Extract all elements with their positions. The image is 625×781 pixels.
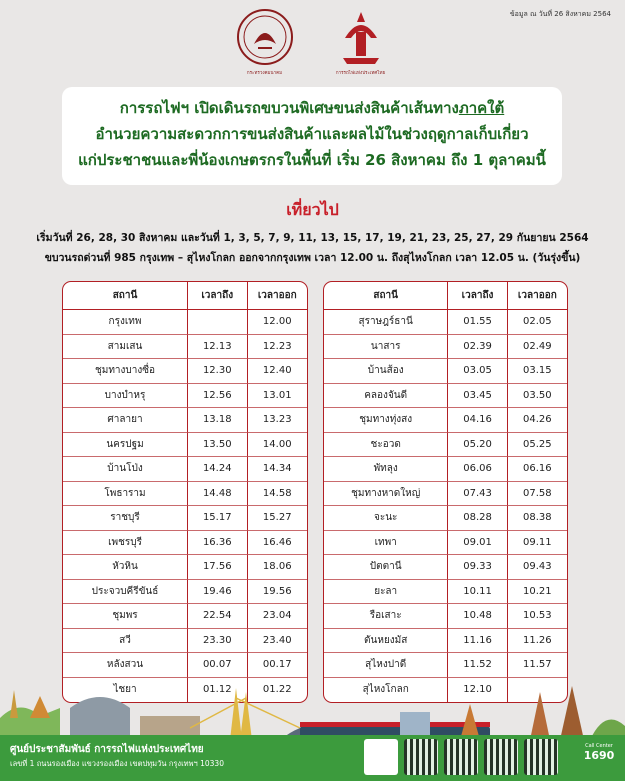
table-row: [63, 384, 307, 409]
arrive-time: 17.56: [188, 555, 247, 580]
table-row: [63, 457, 307, 482]
station-name: ประจวบคีรีขันธ์: [63, 580, 188, 605]
train-info: ขบวนรถด่วนที่ 985 กรุงเทพ – สุไหงโกลก ออกจากกรุงเทพ เวลา 12.00 น. ถึงสุไหงโกลก เวลา 12.05 น. (วันรุ่งขึ้น): [44, 252, 581, 264]
depart-time: 00.17: [248, 653, 308, 678]
app-icon[interactable]: [364, 739, 398, 775]
qr-code-icon[interactable]: [524, 739, 558, 775]
call-center-label: Call Center: [585, 743, 613, 749]
arrive-time: 11.16: [448, 629, 507, 654]
arrive-time: [188, 310, 247, 335]
station-name: สุราษฎร์ธานี: [324, 310, 448, 335]
table-row: [324, 482, 567, 507]
arrive-time: 19.46: [188, 580, 247, 605]
depart-time: 08.38: [508, 506, 567, 531]
table-row: [63, 555, 307, 580]
timetable-right: [323, 281, 568, 703]
arrive-time: 04.16: [448, 408, 507, 433]
table-header-row: [63, 282, 307, 310]
depart-time: 05.25: [508, 433, 567, 458]
table-row: [63, 433, 307, 458]
depart-time: 11.57: [508, 653, 567, 678]
arrive-time: 09.01: [448, 531, 507, 556]
bangkok-skyline-illustration: [0, 668, 625, 740]
table-header-row: [324, 282, 567, 310]
date-stamp: ข้อมูล ณ วันที่ 26 สิงหาคม 2564: [509, 10, 611, 18]
service-dates: เริ่มวันที่ 26, 28, 30 สิงหาคม และวันที่ 1, 3, 5, 7, 9, 11, 13, 15, 17, 19, 21, 23, 25, 27, 29 กันยายน 2564: [36, 232, 589, 244]
logo-bar: [0, 8, 625, 76]
headline-box: [62, 87, 562, 185]
depart-time: 04.26: [508, 408, 567, 433]
table-row: [324, 629, 567, 654]
arrive-time: 16.36: [188, 531, 247, 556]
arrive-time: 12.30: [188, 359, 247, 384]
depart-time: 03.50: [508, 384, 567, 409]
depart-time: 02.05: [508, 310, 567, 335]
depart-time: 12.00: [248, 310, 308, 335]
qr-code-icon[interactable]: [404, 739, 438, 775]
arrive-time: 12.13: [188, 335, 247, 360]
depart-time: 10.53: [508, 604, 567, 629]
station-name: จะนะ: [324, 506, 448, 531]
table-row: [63, 335, 307, 360]
depart-time: 07.58: [508, 482, 567, 507]
header-station: สถานี: [324, 282, 448, 310]
arrive-time: 14.24: [188, 457, 247, 482]
table-row: [324, 335, 567, 360]
srt-caption: การรถไฟแห่งประเทศไทย: [335, 71, 386, 76]
header-arrive: เวลาถึง: [448, 282, 507, 310]
arrive-time: 12.10: [448, 678, 507, 703]
depart-time: 13.23: [248, 408, 308, 433]
table-row: [63, 310, 307, 335]
station-name: ชุมทางทุ่งสง: [324, 408, 448, 433]
arrive-time: 01.55: [448, 310, 507, 335]
arrive-time: 07.43: [448, 482, 507, 507]
arrive-time: 13.18: [188, 408, 247, 433]
table-row: [324, 408, 567, 433]
station-name: บ้านโป่ง: [63, 457, 188, 482]
station-name: นาสาร: [324, 335, 448, 360]
srt-logo: [326, 8, 396, 76]
station-name: ชุมทางบางซื่อ: [63, 359, 188, 384]
table-row: [324, 580, 567, 605]
footer-bar: [0, 735, 625, 781]
headline-line-1: การรถไฟฯ เปิดเดินรถขบวนพิเศษขนส่งสินค้าเส้นทางภาคใต้: [119, 99, 505, 117]
header-arrive: เวลาถึง: [188, 282, 247, 310]
station-name: ตันหยงมัส: [324, 629, 448, 654]
table-row: [63, 506, 307, 531]
depart-time: 18.06: [248, 555, 308, 580]
station-name: หัวหิน: [63, 555, 188, 580]
arrive-time: 10.48: [448, 604, 507, 629]
section-title: เที่ยวไป: [286, 200, 339, 219]
depart-time: 14.34: [248, 457, 308, 482]
station-name: สุไหงปาดี: [324, 653, 448, 678]
footer-address: เลขที่ 1 ถนนรองเมือง แขวงรองเมือง เขตปทุมวัน กรุงเทพฯ 10330: [10, 759, 224, 768]
depart-time: 15.27: [248, 506, 308, 531]
table-row: [63, 629, 307, 654]
depart-time: 12.40: [248, 359, 308, 384]
table-row: [324, 531, 567, 556]
station-name: ชะอวด: [324, 433, 448, 458]
station-name: หลังสวน: [63, 653, 188, 678]
table-row: [63, 359, 307, 384]
station-name: ศาลายา: [63, 408, 188, 433]
depart-time: 09.43: [508, 555, 567, 580]
table-row: [324, 359, 567, 384]
depart-time: 23.04: [248, 604, 308, 629]
station-name: ปัตตานี: [324, 555, 448, 580]
arrive-time: 06.06: [448, 457, 507, 482]
table-row: [324, 457, 567, 482]
station-name: สวี: [63, 629, 188, 654]
arrive-time: 02.39: [448, 335, 507, 360]
arrive-time: 09.33: [448, 555, 507, 580]
qr-code-icon[interactable]: [444, 739, 478, 775]
table-row: [324, 384, 567, 409]
station-name: กรุงเทพ: [63, 310, 188, 335]
station-name: เพชรบุรี: [63, 531, 188, 556]
station-name: ชุมพร: [63, 604, 188, 629]
station-name: ไชยา: [63, 678, 188, 703]
depart-time: 14.00: [248, 433, 308, 458]
depart-time: 10.21: [508, 580, 567, 605]
footer-org-name: ศูนย์ประชาสัมพันธ์ การรถไฟแห่งประเทศไทย: [10, 744, 204, 755]
footer-contact-icons: [364, 739, 558, 775]
station-name: ราชบุรี: [63, 506, 188, 531]
station-name: คลองจันดี: [324, 384, 448, 409]
depart-time: 16.46: [248, 531, 308, 556]
table-row: [63, 482, 307, 507]
arrive-time: 22.54: [188, 604, 247, 629]
table-row: [324, 555, 567, 580]
table-row: [63, 408, 307, 433]
station-name: โพธาราม: [63, 482, 188, 507]
station-name: เทพา: [324, 531, 448, 556]
station-name: บ้านส้อง: [324, 359, 448, 384]
station-name: สามเสน: [63, 335, 188, 360]
depart-time: 14.58: [248, 482, 308, 507]
arrive-time: 13.50: [188, 433, 247, 458]
arrive-time: 14.48: [188, 482, 247, 507]
table-row: [63, 531, 307, 556]
arrive-time: 05.20: [448, 433, 507, 458]
depart-time: 19.56: [248, 580, 308, 605]
header-depart: เวลาออก: [248, 282, 308, 310]
station-name: สุไหงโกลก: [324, 678, 448, 703]
depart-time: 23.40: [248, 629, 308, 654]
depart-time: 09.11: [508, 531, 567, 556]
header-station: สถานี: [63, 282, 188, 310]
station-name: พัทลุง: [324, 457, 448, 482]
depart-time: 03.15: [508, 359, 567, 384]
arrive-time: 10.11: [448, 580, 507, 605]
depart-time: 12.23: [248, 335, 308, 360]
station-name: บางบำหรุ: [63, 384, 188, 409]
depart-time: 06.16: [508, 457, 567, 482]
station-name: ยะลา: [324, 580, 448, 605]
arrive-time: 03.45: [448, 384, 507, 409]
headline-line-3: แก่ประชาชนและพี่น้องเกษตรกรในพื้นที่ เริ่ม 26 สิงหาคม ถึง 1 ตุลาคมนี้: [78, 151, 546, 169]
arrive-time: 11.52: [448, 653, 507, 678]
station-name: นครปฐม: [63, 433, 188, 458]
header-depart: เวลาออก: [508, 282, 567, 310]
station-name: รือเสาะ: [324, 604, 448, 629]
table-row: [324, 604, 567, 629]
arrive-time: 23.30: [188, 629, 247, 654]
depart-time: 01.22: [262, 684, 292, 696]
arrive-time: 01.12: [188, 678, 247, 703]
arrive-time: 00.07: [188, 653, 247, 678]
ministry-caption: กระทรวงคมนาคม: [246, 71, 283, 76]
station-name: ชุมทางหาดใหญ่: [324, 482, 448, 507]
depart-time: 13.01: [248, 384, 308, 409]
ministry-seal-icon: [236, 8, 294, 66]
table-row: [63, 580, 307, 605]
arrive-time: 08.28: [448, 506, 507, 531]
depart-time: 02.49: [508, 335, 567, 360]
table-row: [324, 433, 567, 458]
headline-underlined: ภาคใต้: [458, 99, 505, 117]
call-center[interactable]: [583, 743, 615, 773]
headline-line-2: อำนวยความสะดวกการขนส่งสินค้าและผลไม้ในช่วงฤดูกาลเก็บเกี่ยว: [95, 125, 529, 143]
arrive-time: 03.05: [448, 359, 507, 384]
table-row: [63, 604, 307, 629]
table-row: [324, 310, 567, 335]
qr-code-icon[interactable]: [484, 739, 518, 775]
ministry-logo: [230, 8, 300, 76]
srt-emblem-icon: [337, 8, 385, 66]
timetable-left: [62, 281, 308, 703]
arrive-time: 15.17: [188, 506, 247, 531]
depart-time: 11.26: [508, 629, 567, 654]
call-center-number: 1690: [583, 749, 615, 762]
arrive-time: 12.56: [188, 384, 247, 409]
table-row: [324, 506, 567, 531]
